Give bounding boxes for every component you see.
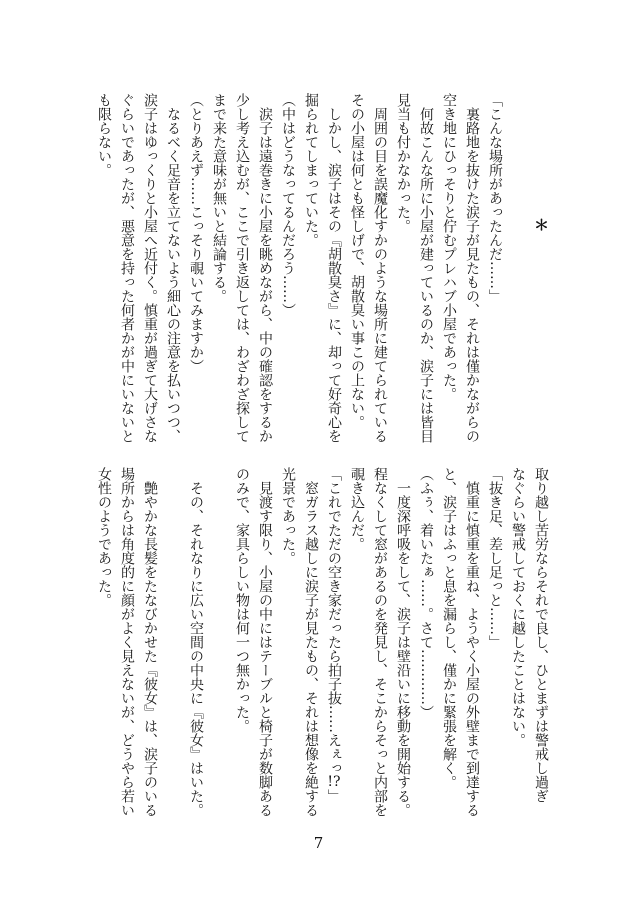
text-line: 場所からは角度的に顔がよく見えないが、どうやら若い — [119, 467, 135, 817]
text-line: と、涙子はふっと息を漏らし、僅かに緊張を解く。 — [441, 467, 457, 789]
text-line: 見当も付かなかった。 — [395, 93, 411, 233]
lower-text-block — [92, 467, 552, 817]
text-line: 一度深呼吸をして、涙子は壁沿いに移動を開始する。 — [395, 481, 411, 817]
text-line: （中はどうなってるんだろう……） — [280, 93, 296, 317]
text-line: まで来た意味が無いと結論する。 — [211, 93, 227, 303]
text-line: 裏路地を抜けた涙子が見たもの、それは僅かながらの — [464, 107, 480, 443]
blank-line — [161, 467, 184, 817]
text-line: 取り越し苦労ならそれで良し、ひとまずは警戒し過ぎ — [533, 467, 549, 803]
text-line: 「これでただの空き家だったら拍子抜……えぇっ!?」 — [326, 467, 342, 803]
text-line: 光景であった。 — [280, 467, 296, 565]
text-line: 女性のようであった。 — [96, 467, 112, 607]
page-number: 7 — [313, 834, 324, 852]
text-line: 掘られてしまっていた。 — [303, 93, 319, 247]
text-line: その、それなりに広い空間の中央に『彼女』はいた。 — [188, 481, 204, 817]
text-line: 何故こんな所に小屋が建っているのか、涙子には皆目 — [418, 107, 434, 443]
text-line: 涙子は遠巻きに小屋を眺めながら、中の確認をするか — [257, 107, 273, 443]
text-line: 程なくして窓があるのを発見し、そこからそっと内部を — [372, 467, 388, 817]
upper-text-block — [92, 93, 552, 443]
text-line: 慎重に慎重を重ね、ようやく小屋の外壁まで到達する — [464, 481, 480, 817]
text-line: 「抜き足、差し足っと……」 — [487, 467, 503, 649]
text-line: 見渡す限り、小屋の中にはテーブルと椅子が数脚ある — [257, 481, 273, 817]
text-line: なぐらい警戒しておくに越したことはない。 — [510, 467, 526, 747]
text-line: 覗き込んだ。 — [349, 467, 365, 551]
text-line: 艶やかな長髪をたなびかせた『彼女』は、涙子のいる — [142, 481, 158, 817]
section-break-asterisk: ＊ — [532, 217, 550, 232]
text-line: ぐらいであったが、悪意を持った何者かが中にいないと — [119, 93, 135, 443]
text-line: 空き地にひっそりと佇むプレハブ小屋であった。 — [441, 93, 457, 401]
blank-line — [207, 467, 230, 817]
text-line: その小屋は何とも怪しげで、胡散臭い事この上ない。 — [349, 93, 365, 429]
text-line: 少し考え込むが、ここで引き返しては、わざわざ探して — [234, 93, 250, 443]
text-line: も限らない。 — [96, 93, 112, 177]
exclamation-question-mark: !? — [327, 775, 341, 789]
text-line: なるべく足音を立てないよう細心の注意を払いつつ、 — [165, 107, 181, 443]
text-line: 涙子はゆっくりと小屋へ近付く。慎重が過ぎて大げさな — [142, 93, 158, 443]
blank-line — [506, 93, 529, 443]
text-line: 周囲の目を誤魔化すかのような場所に建てられている — [372, 107, 388, 443]
text-line: のみで、家具らしい物は何一つ無かった。 — [234, 467, 250, 733]
text-line: （とりあえず……こっそり覗いてみますか） — [188, 93, 204, 373]
text-line: 窓ガラス越しに涙子が見たもの、それは想像を絶する — [303, 481, 319, 817]
text-line: （ふぅ、着いたぁ……。さて…………） — [418, 467, 434, 719]
text-line: 「こんな場所があったんだ……」 — [487, 93, 503, 303]
text-line: しかし、涙子はその『胡散臭さ』に、却って好奇心を — [326, 107, 342, 443]
